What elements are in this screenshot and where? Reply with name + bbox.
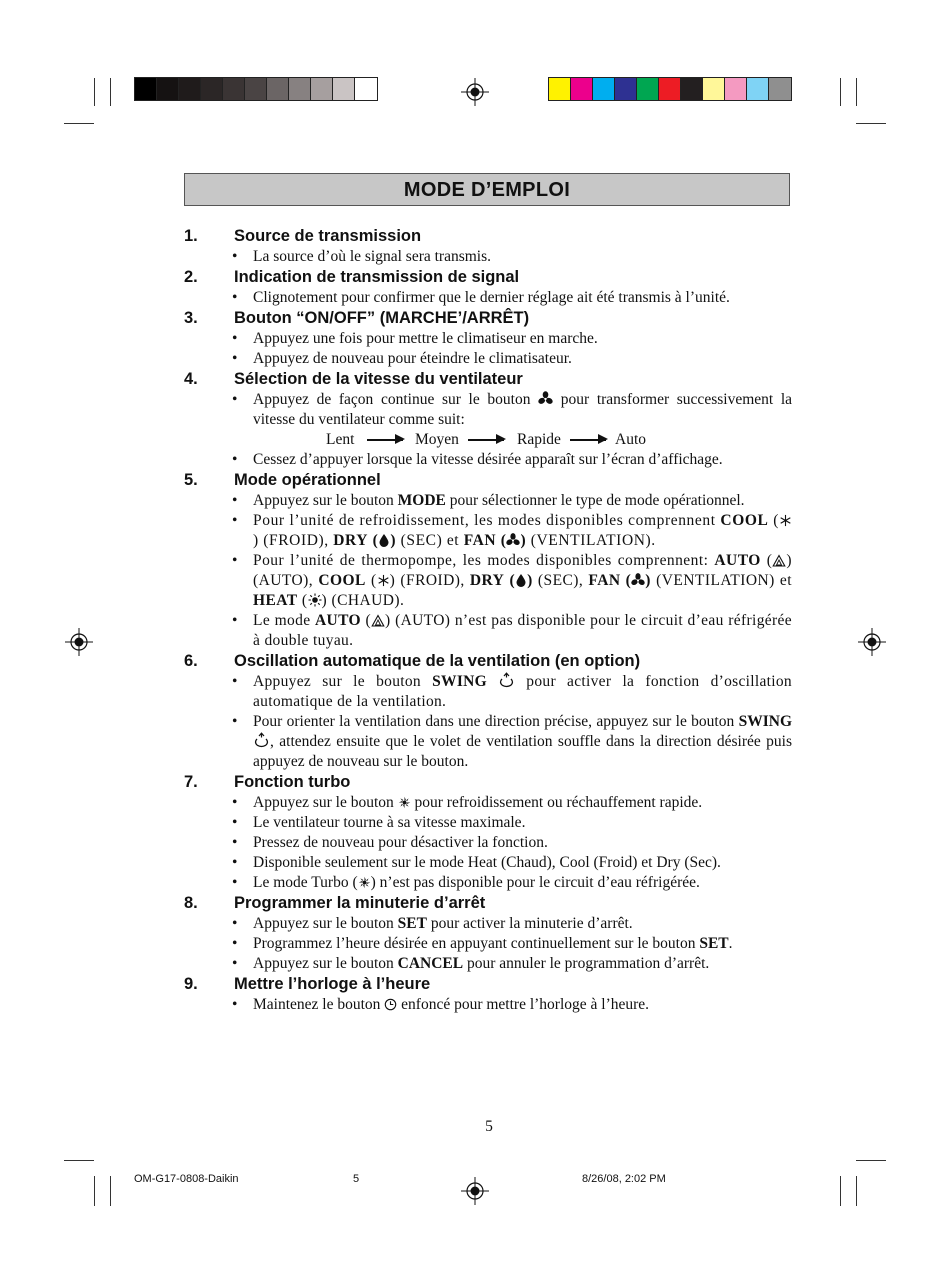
registration-mark-icon: [65, 628, 93, 656]
grayscale-swatch: [289, 78, 311, 100]
section-number: 8.: [184, 894, 198, 912]
footer-filename: OM-G17-0808-Daikin: [134, 1173, 239, 1185]
section-number: 5.: [184, 471, 198, 489]
bullet-item: • Appuyez de nouveau pour éteindre le climatisateur.: [184, 349, 792, 369]
fan-icon: [538, 391, 553, 406]
bullet-item: • Pressez de nouveau pour désactiver la fonction.: [184, 833, 792, 853]
section-title: Oscillation automatique de la ventilation (en option): [234, 652, 641, 670]
grayscale-swatch: [223, 78, 245, 100]
section-number: 3.: [184, 309, 198, 327]
bullet-item: • Appuyez sur le bouton MODE pour sélectionner le type de mode opérationnel.: [184, 491, 792, 511]
speed-rapide: Rapide: [517, 431, 561, 448]
section-number: 7.: [184, 773, 198, 791]
arrow-icon: [367, 439, 403, 441]
auto-triangle-icon: [772, 554, 786, 567]
section-1: [184, 226, 792, 267]
grayscale-swatch: [201, 78, 223, 100]
turbo-icon: [358, 876, 371, 889]
color-swatch: [681, 78, 703, 100]
grayscale-swatch: [267, 78, 289, 100]
dry-drop-icon: [515, 573, 527, 587]
arrow-icon: [570, 439, 606, 441]
section-title: Mode opérationnel: [234, 471, 381, 489]
registration-mark-icon: [858, 628, 886, 656]
section-number: 9.: [184, 975, 198, 993]
section-title: Indication de transmission de signal: [234, 268, 520, 286]
section-number: 6.: [184, 652, 198, 670]
bullet-item: • Maintenez le bouton enfoncé pour mettre l’horloge à l’heure.: [184, 995, 792, 1015]
footer-page: 5: [353, 1173, 360, 1185]
arrow-icon: [468, 439, 504, 441]
section-2: [184, 267, 792, 308]
grayscale-swatch: [157, 78, 179, 100]
cool-snowflake-icon: [377, 574, 390, 587]
clock-icon: [384, 998, 397, 1011]
dry-drop-icon: [378, 533, 390, 547]
color-swatch: [659, 78, 681, 100]
section-title: Bouton “ON/OFF” (MARCHE’/ARRÊT): [234, 309, 530, 327]
page-number: 5: [485, 1118, 493, 1135]
section-number: 4.: [184, 370, 198, 388]
turbo-icon: [398, 796, 411, 809]
heat-sun-icon: [308, 593, 322, 607]
section-6: [184, 651, 792, 772]
section-5: [184, 470, 792, 651]
speed-lent: Lent: [326, 431, 355, 448]
color-swatch: [549, 78, 571, 100]
section-7: [184, 772, 792, 893]
bullet-item: • Disponible seulement sur le mode Heat (Chaud), Cool (Froid) et Dry (Sec).: [184, 853, 792, 873]
bullet-item: • Clignotement pour confirmer que le dernier réglage ait été transmis à l’unité.: [184, 288, 792, 308]
color-swatch: [725, 78, 747, 100]
bullet-item: • Programmez l’heure désirée en appuyant continuellement sur le bouton SET.: [184, 934, 792, 954]
bullet-item: • Appuyez de façon continue sur le bouton pour transformer successivement la vitesse du ventilateur comme suit:: [184, 390, 792, 430]
grayscale-swatch: [135, 78, 157, 100]
fan-icon: [506, 533, 520, 547]
bullet-item: • Appuyez sur le bouton SWING pour activer la fonction d’oscillation automatique de la ventilation.: [184, 672, 792, 712]
grayscale-swatch: [245, 78, 267, 100]
cool-snowflake-icon: [779, 514, 792, 527]
bullet-item: • Appuyez sur le bouton SET pour activer la minuterie d’arrêt.: [184, 914, 792, 934]
grayscale-swatch: [333, 78, 355, 100]
bullet-item: • Le mode AUTO ( ) (AUTO) n’est pas disponible pour le circuit d’eau réfrigérée à double tuyau.: [184, 611, 792, 651]
grayscale-swatch: [355, 78, 377, 100]
bullet-item: • Pour orienter la ventilation dans une direction précise, appuyez sur le bouton SWING, attendez ensuite que le volet de ventilation souffle dans la direction désirée puis appuyez de nouveau sur le bouton.: [184, 712, 792, 772]
bullet-item: • Appuyez sur le bouton pour refroidissement ou réchauffement rapide.: [184, 793, 792, 813]
swing-icon: [253, 732, 270, 748]
bullet-item: • Appuyez sur le bouton CANCEL pour annuler le programmation d’arrêt.: [184, 954, 792, 974]
speed-auto: Auto: [615, 431, 646, 448]
section-8: [184, 893, 792, 974]
color-swatch: [703, 78, 725, 100]
bullet-item: • La source d’où le signal sera transmis.: [184, 247, 792, 267]
speed-moyen: Moyen: [415, 431, 459, 448]
bullet-item: • Le ventilateur tourne à sa vitesse maximale.: [184, 813, 792, 833]
section-title: Source de transmission: [234, 227, 422, 245]
section-title: Sélection de la vitesse du ventilateur: [234, 370, 523, 388]
footer-date: 8/26/08, 2:02 PM: [582, 1173, 666, 1185]
fan-speed-sequence: [184, 430, 792, 450]
color-swatch: [593, 78, 615, 100]
color-swatch: [769, 78, 791, 100]
color-calibration-bar: [548, 77, 792, 101]
bullet-item: • Pour l’unité de thermopompe, les modes disponibles comprennent: AUTO ( ) (AUTO), COOL ( ) (FROID), DRY ( ) (SEC), FAN ( ) (VENTILATION) et HEAT ( ) (CHAUD).: [184, 551, 792, 611]
section-number: 2.: [184, 268, 198, 286]
registration-mark-icon: [461, 78, 489, 106]
registration-mark-icon: [461, 1177, 489, 1205]
bullet-item: • Cessez d’appuyer lorsque la vitesse désirée apparaît sur l’écran d’affichage.: [184, 450, 792, 470]
bullet-item: • Le mode Turbo ( ) n’est pas disponible pour le circuit d’eau réfrigérée.: [184, 873, 792, 893]
color-swatch: [747, 78, 769, 100]
section-title: Programmer la minuterie d’arrêt: [234, 894, 486, 912]
section-title: Fonction turbo: [234, 773, 351, 791]
grayscale-swatch: [179, 78, 201, 100]
section-4: [184, 369, 792, 470]
section-3: [184, 308, 792, 369]
bullet-item: • Appuyez une fois pour mettre le climatiseur en marche.: [184, 329, 792, 349]
mode-key: MODE: [397, 492, 446, 509]
section-title: Mettre l’horloge à l’heure: [234, 975, 431, 993]
grayscale-swatch: [311, 78, 333, 100]
swing-icon: [498, 672, 515, 688]
grayscale-calibration-bar: [134, 77, 378, 101]
color-swatch: [615, 78, 637, 100]
fan-icon: [631, 573, 645, 587]
bullet-item: • Pour l’unité de refroidissement, les modes disponibles comprennent COOL () (FROID), DRY ( ) (SEC) et FAN ( ) (VENTILATION).: [184, 511, 792, 551]
page-title: MODE D’EMPLOI: [184, 173, 790, 206]
color-swatch: [637, 78, 659, 100]
section-9: [184, 974, 792, 1015]
auto-triangle-icon: [371, 614, 385, 627]
color-swatch: [571, 78, 593, 100]
section-number: 1.: [184, 227, 198, 245]
instructions-list: [184, 226, 792, 1015]
